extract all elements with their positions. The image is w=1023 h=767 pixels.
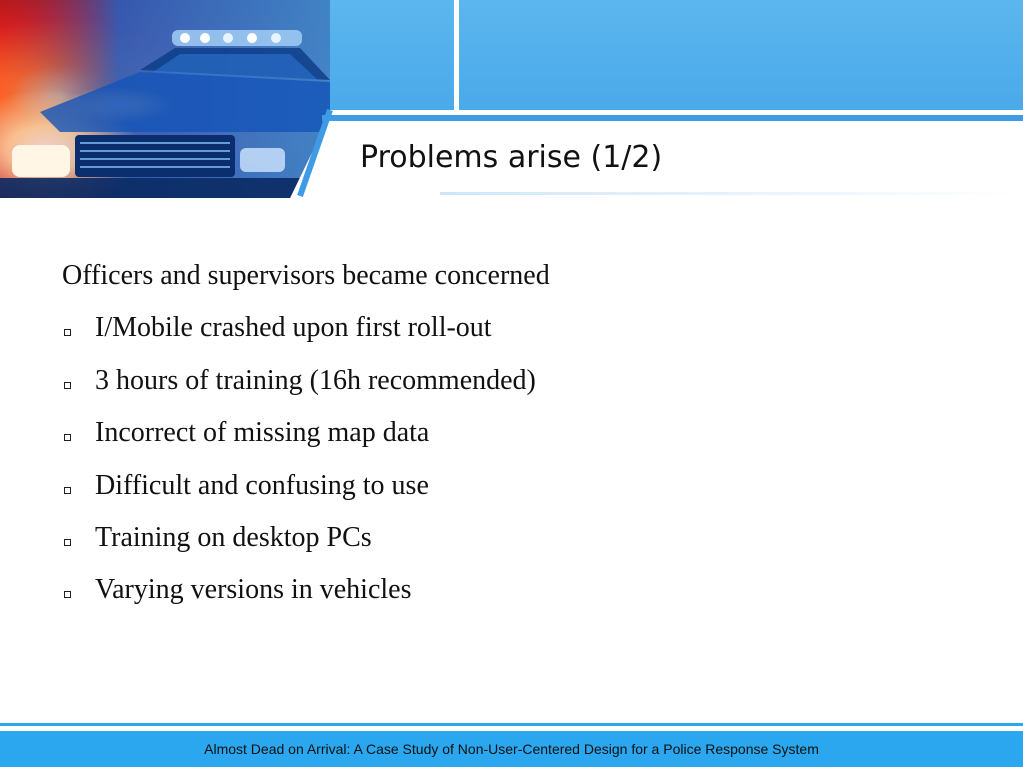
bullet-list	[62, 308, 962, 610]
lead-text: Officers and supervisors became concerned	[62, 260, 550, 291]
footer-divider	[0, 723, 1023, 726]
square-bullet-icon	[64, 329, 71, 336]
slide-title: Problems arise (1/2)	[360, 140, 663, 175]
bullet-text: Difficult and confusing to use	[95, 469, 429, 501]
slide-body	[62, 256, 962, 623]
bullet-text: Incorrect of missing map data	[95, 417, 430, 449]
bullet-item	[62, 466, 962, 506]
square-bullet-icon	[64, 382, 71, 389]
bullet-item	[62, 570, 962, 610]
bullet-text: Varying versions in vehicles	[95, 574, 412, 606]
bullet-text: Training on desktop PCs	[95, 521, 372, 553]
square-bullet-icon	[64, 434, 71, 441]
bullet-text: I/Mobile crashed upon first roll-out	[95, 312, 492, 344]
square-bullet-icon	[64, 487, 71, 494]
bullet-item	[62, 308, 962, 348]
square-bullet-icon	[64, 539, 71, 546]
bullet-item	[62, 361, 962, 401]
bullet-item	[62, 518, 962, 558]
bullet-item	[62, 413, 962, 453]
bullet-text: 3 hours of training (16h recommended)	[95, 364, 536, 396]
footer-divider-gap	[0, 728, 1023, 730]
square-bullet-icon	[64, 591, 71, 598]
footer-caption: Almost Dead on Arrival: A Case Study of Non-User-Centered Design for a Police Response System	[204, 741, 819, 757]
